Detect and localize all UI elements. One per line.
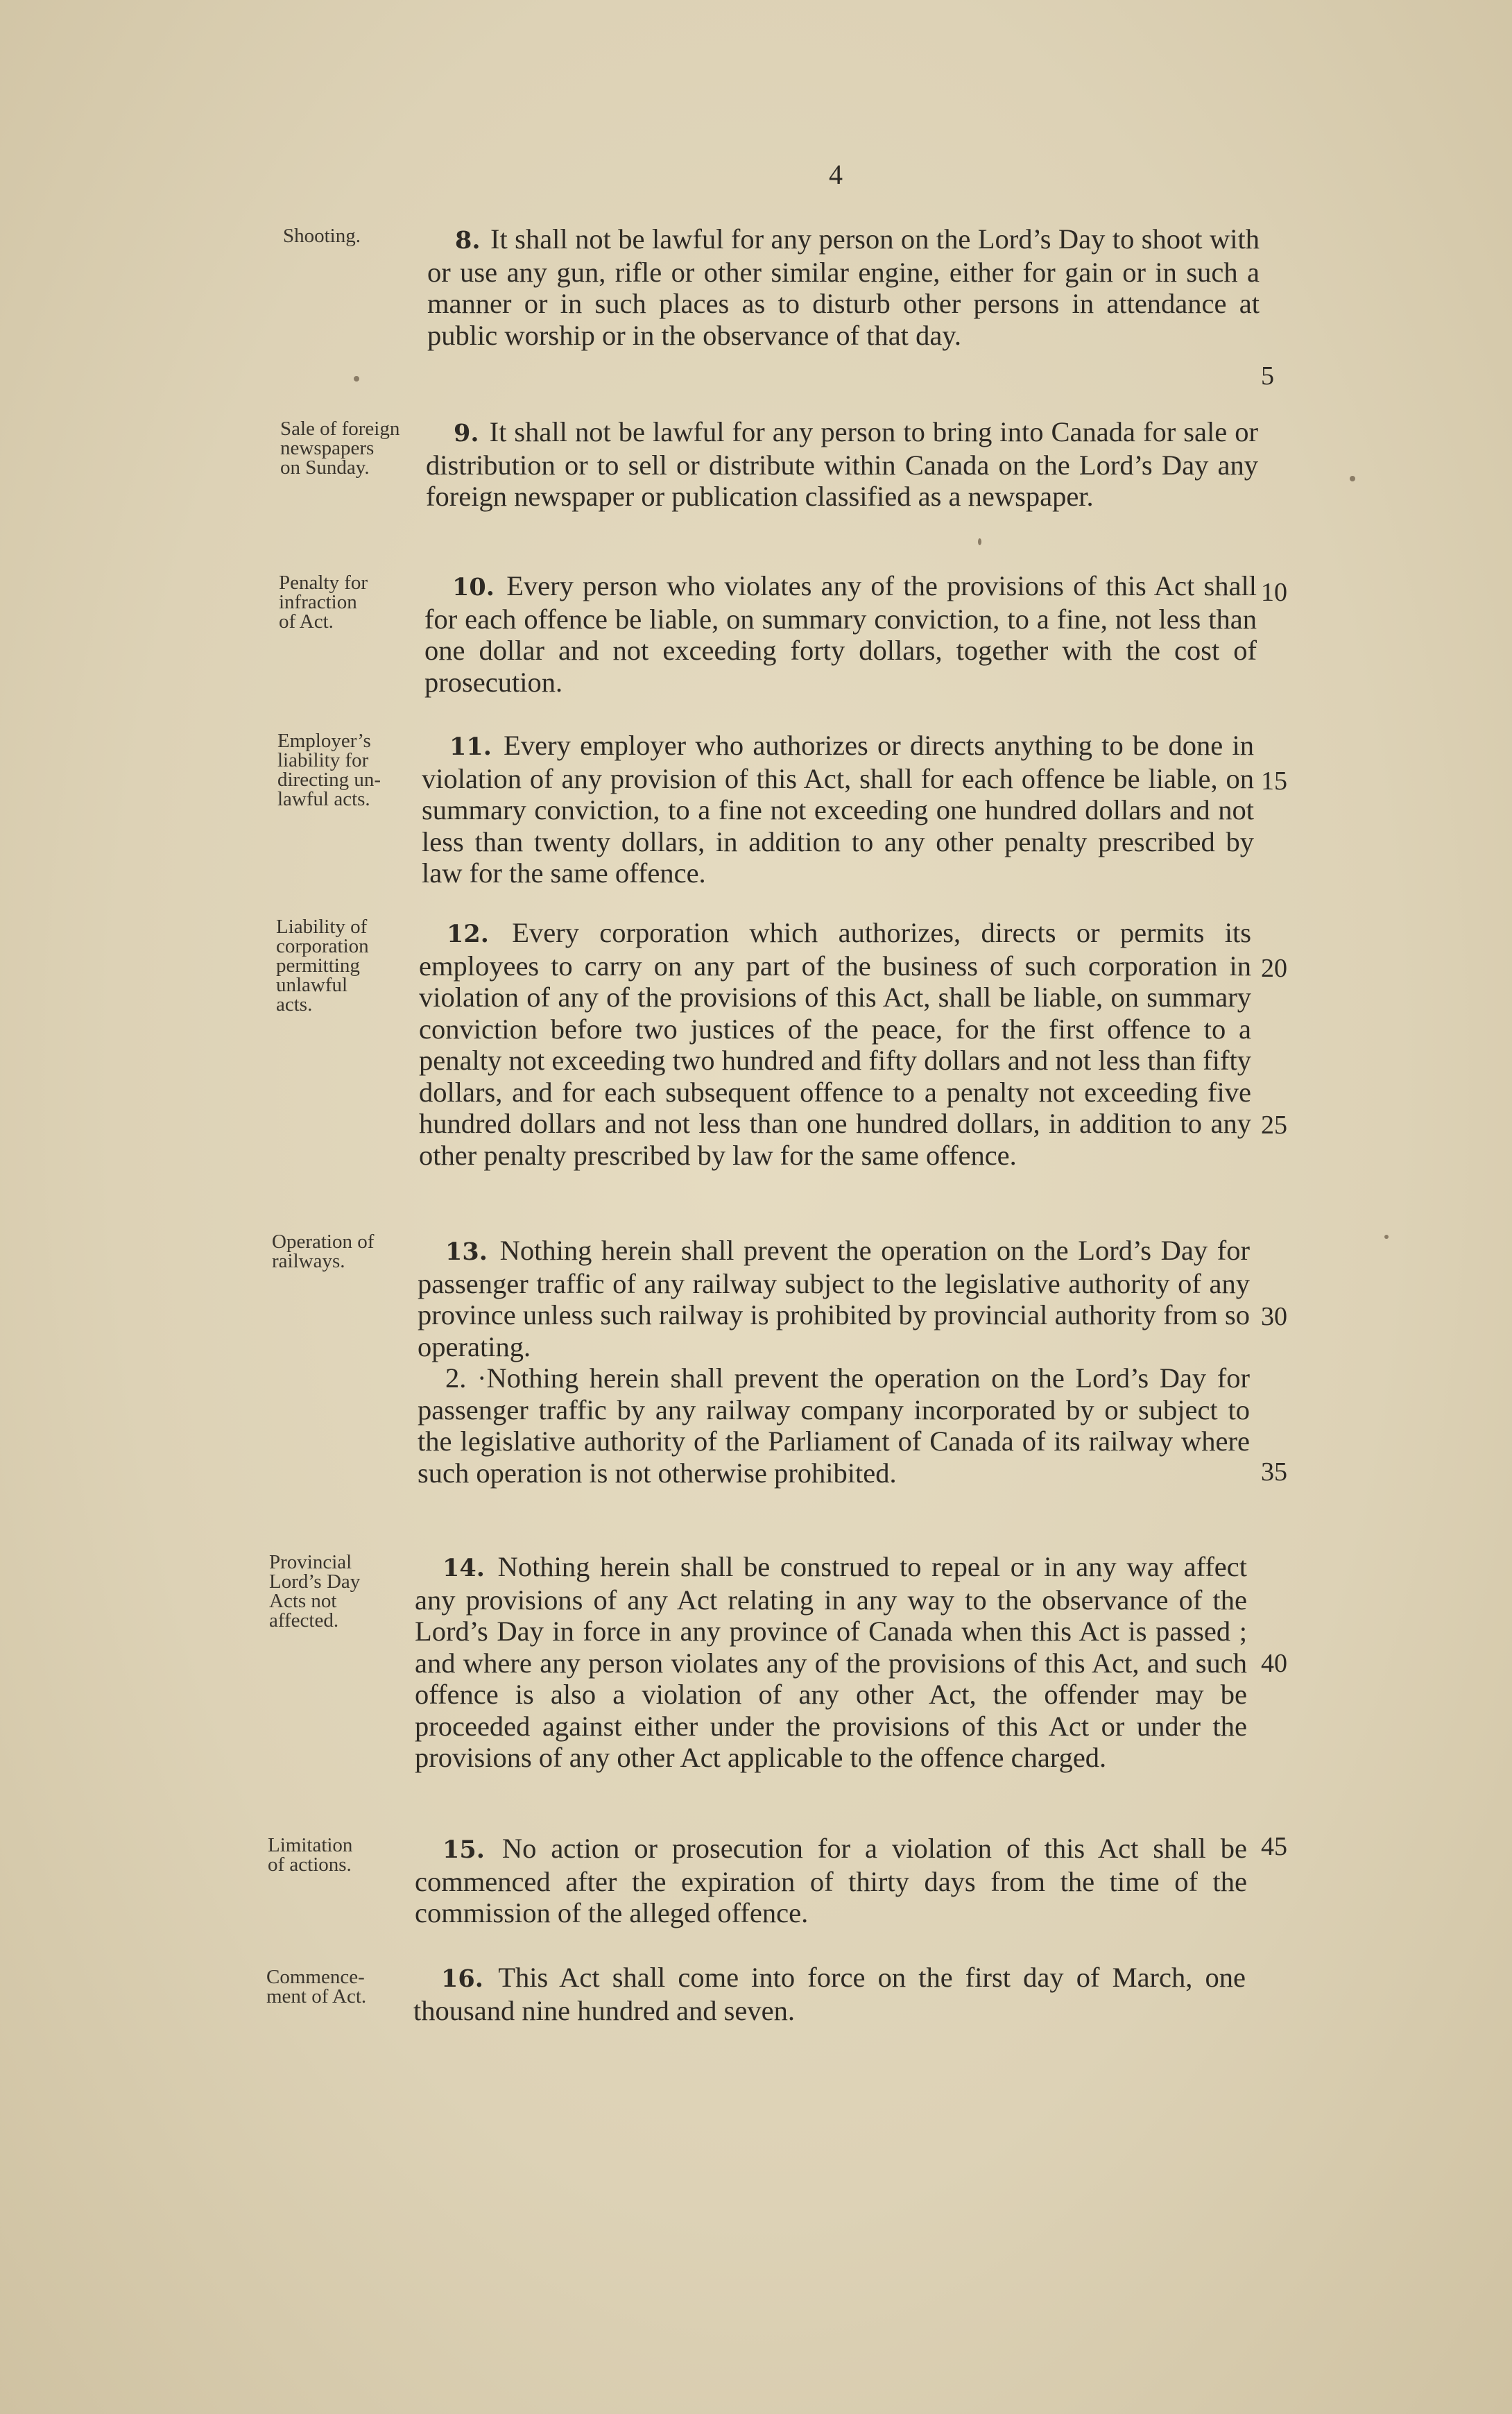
marginal-note: Penalty for infraction of Act. (279, 572, 368, 633)
section-number: 8. (455, 226, 481, 255)
marginal-note: Provincial Lord’s Day Acts not affected. (269, 1551, 361, 1632)
section-text: Every corporation which authorizes, directs or permits its employees to carry on any part of the business of such corporation in violation of any of the provisions of this Act, shall be liable, on summary conviction before two justices of the peace, for the first offence to a penalty not exceeding two hundred and fifty dollars and not less than fifty dollars, and for each subsequent offence to a penalty not exceeding five hundred dollars and not less than one hundred dollars, in addition to any other penalty prescribed by law for the same offence. (419, 917, 1251, 1171)
section-number: 12. (447, 920, 489, 948)
paper-speck (354, 376, 359, 382)
section-12 (419, 917, 1251, 1171)
section-number: 11. (449, 733, 492, 761)
paper-speck (1384, 1235, 1389, 1239)
section-text: This Act shall come into force on the first day of March, one thousand nine hundred and seven. (413, 1962, 1246, 2026)
section-number: 16. (441, 1964, 483, 1993)
marginal-note: Commence- ment of Act. (266, 1966, 367, 2008)
marginal-note: Employer’s liability for directing un- lawful acts. (277, 730, 381, 810)
section-text: It shall not be lawful for any person on the Lord’s Day to shoot with or use any gun, rifle or other similar engine, either for gain or in such a manner or in such places as to disturb other persons in attendance at public worship or in the observance of that day. (427, 223, 1260, 351)
section-11 (422, 730, 1254, 889)
line-number-15: 15 (1261, 767, 1287, 796)
marginal-note: Liability of corporation permitting unlawful acts. (276, 916, 369, 1016)
section-16 (413, 1962, 1246, 2026)
section-14 (415, 1551, 1247, 1774)
line-number-35: 35 (1261, 1457, 1287, 1487)
section-text: Every employer who authorizes or directs anything to be done in violation of any provision of this Act, shall for each offence be liable, on summary conviction, to a fine not exceeding one hundred dollars and not less than twenty dollars, in addition to any other penalty prescribed by law for the same offence. (422, 730, 1254, 889)
section-13 (418, 1235, 1250, 1489)
section-text: It shall not be lawful for any person to bring into Canada for sale or distribution or to sell or distribute within Canada on the Lord’s Day any foreign newspaper or publication classified as a newspaper. (426, 416, 1259, 512)
section-8 (427, 223, 1260, 351)
section-text: Every person who violates any of the provisions of this Act shall for each offence be liable, on summary conviction, to a fine, not less than one dollar and not exceeding forty dollars, together with the cost of prosecution. (424, 570, 1257, 698)
section-text: No action or prosecution for a violation of this Act shall be commenced after the expiration of thirty days from the time of the commission of the alleged offence. (415, 1833, 1247, 1928)
section-text: Nothing herein shall prevent the operation on the Lord’s Day for passenger traffic of any railway subject to the legislative authority of any province unless such railway is prohibited by provincial authority from so operating. (418, 1235, 1250, 1362)
section-9 (426, 416, 1258, 513)
line-number-30: 30 (1261, 1302, 1287, 1331)
section-number: 10. (452, 573, 495, 601)
subsection-text: 2. ·Nothing herein shall prevent the operation on the Lord’s Day for passenger traffic by any railway company incorporated by or subject to the legislative authority of the Parliament of Canada of its railway where such operation is not otherwise prohibited. (418, 1362, 1250, 1489)
marginal-note: Limitation of actions. (268, 1834, 353, 1876)
line-number-5: 5 (1261, 361, 1274, 391)
section-number: 15. (443, 1835, 485, 1864)
section-number: 13. (445, 1238, 488, 1266)
line-number-20: 20 (1261, 954, 1287, 983)
section-number: 14. (443, 1554, 485, 1582)
marginal-note: Sale of foreign newspapers on Sunday. (280, 418, 400, 479)
line-number-40: 40 (1261, 1649, 1287, 1678)
marginal-note: Operation of railways. (272, 1231, 375, 1272)
line-number-45: 45 (1261, 1832, 1287, 1861)
paper-speck (1350, 476, 1355, 481)
section-15 (415, 1833, 1247, 1929)
page-number: 4 (829, 159, 843, 190)
line-number-25: 25 (1261, 1111, 1287, 1140)
line-number-10: 10 (1261, 578, 1287, 607)
section-text: Nothing herein shall be construed to repeal or in any way affect any provisions of any Act relating in any way to the observance of the Lord’s Day in force in any province of Canada when this Act is passed ; and where any person violates any of the provisions of this Act, and such offence is also a violation of any other Act, the offender may be proceeded against either under the provisions of this Act or under the provisions of any other Act applicable to the offence charged. (415, 1551, 1248, 1773)
section-number: 9. (454, 419, 479, 447)
section-10 (424, 570, 1257, 698)
paper-speck (978, 538, 981, 545)
marginal-note: Shooting. (283, 225, 361, 247)
